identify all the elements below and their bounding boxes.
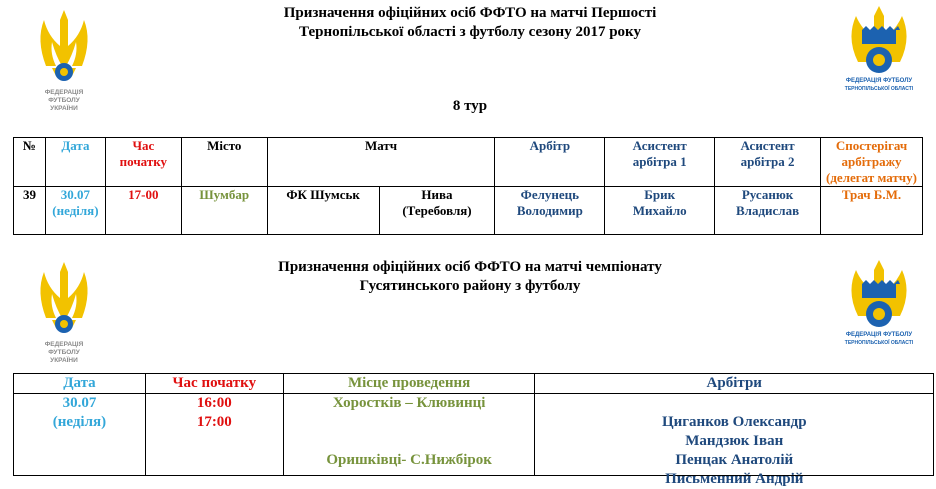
section2-title-line2: Гусятинського району з футболу — [359, 278, 581, 294]
section1-title-line2: Тернопільської області з футболу сезону 2017 року — [299, 24, 641, 40]
header-assistant1 — [605, 138, 715, 187]
ffto-logo-2-text-2: ТЕРНОПІЛЬСЬКОЇ ОБЛАСТІ — [844, 340, 914, 346]
ffu-logo-text-1: ФЕДЕРАЦІЯ — [44, 89, 84, 96]
assignments-table-1 — [13, 137, 923, 235]
header-observer — [821, 138, 923, 187]
header-assistant1-line2: арбітра 1 — [632, 154, 687, 169]
section2-title-line1: Призначення офіційних осіб ФФТО на матчі чемпіонату — [278, 259, 662, 275]
row-referee-line2: Володимир — [516, 203, 583, 218]
row2-venue1: Хоростків – Клювинці — [332, 395, 486, 411]
header-observer-line1: Спостерігач — [835, 138, 908, 153]
section1-title — [150, 4, 790, 42]
ffto-logo-2-text-1: ФЕДЕРАЦІЯ ФУТБОЛУ — [845, 332, 913, 338]
row-assistant2-line1: Русанюк — [741, 187, 794, 202]
table-row — [14, 394, 934, 476]
row2-referee1: Циганков Олександр — [661, 414, 807, 430]
ffu-logo-2-text-2: ФУТБОЛУ — [48, 349, 80, 356]
row2-venue2: Оришківці- С.Нижбірок — [326, 452, 492, 468]
row-away-team — [379, 187, 495, 235]
header-num: № — [14, 138, 46, 187]
row-time: 17-00 — [105, 187, 181, 235]
row-assistant1-line1: Брик — [644, 187, 676, 202]
ffu-logo — [32, 6, 96, 118]
section2-title — [150, 258, 790, 296]
header-time-line2: початку — [119, 154, 168, 169]
table-2-header-row — [14, 374, 934, 394]
ffu-logo-text-3: УКРАЇНИ — [50, 105, 78, 112]
header-assistant2 — [715, 138, 821, 187]
row-assistant1-line2: Михайло — [632, 203, 687, 218]
header-assistant1-line1: Асистент — [632, 138, 687, 153]
row-assistant1 — [605, 187, 715, 235]
header-time-line1: Час — [132, 138, 155, 153]
row-date-line2: (неділя) — [52, 203, 99, 218]
row2-time2: 17:00 — [196, 414, 232, 430]
header2-time: Час початку — [145, 374, 283, 394]
row2-date-line2: (неділя) — [52, 414, 107, 430]
header-referee: Арбітр — [495, 138, 605, 187]
row-assistant2-line2: Владислав — [736, 203, 800, 218]
header-observer-line2: арбітражу — [841, 154, 902, 169]
assignments-table-2 — [13, 373, 934, 487]
row-away-line2: (Теребовля) — [402, 203, 472, 218]
row-referee-line1: Фелунець — [520, 187, 580, 202]
row2-time1: 16:00 — [196, 395, 232, 411]
row-num: 39 — [14, 187, 46, 235]
header-time — [105, 138, 181, 187]
row2-referee3: Пенцак Анатолій — [675, 452, 794, 468]
row-referee — [495, 187, 605, 235]
row-away-line1: Нива — [421, 187, 453, 202]
header-assistant2-line2: арбітра 2 — [740, 154, 795, 169]
row-date-line1: 30.07 — [60, 187, 91, 202]
row2-date-line1: 30.07 — [62, 395, 97, 411]
table-row — [14, 187, 923, 235]
row2-referee2: Мандзюк Іван — [685, 433, 784, 449]
header-date: Дата — [45, 138, 105, 187]
ffto-logo — [838, 4, 920, 94]
ffu-logo-2-text-1: ФЕДЕРАЦІЯ — [44, 341, 84, 348]
header2-referees: Арбітри — [535, 374, 934, 394]
row2-date — [14, 394, 146, 476]
row2-referees — [535, 394, 934, 487]
header-match: Матч — [267, 138, 495, 187]
header2-date: Дата — [14, 374, 146, 394]
row-date — [45, 187, 105, 235]
row-home-team: ФК Шумськ — [267, 187, 379, 235]
row2-venue — [283, 394, 535, 476]
header-assistant2-line1: Асистент — [740, 138, 795, 153]
round-label: 8 тур — [452, 98, 488, 114]
header-observer-line3: (делегат матчу) — [826, 170, 917, 185]
ffu-logo-2-text-3: УКРАЇНИ — [50, 357, 78, 364]
ffu-logo-text-2: ФУТБОЛУ — [48, 97, 80, 104]
row-city: Шумбар — [181, 187, 267, 235]
ffto-logo-text-1: ФЕДЕРАЦІЯ ФУТБОЛУ — [845, 78, 913, 84]
row-observer: Трач Б.М. — [821, 187, 923, 235]
ffto-logo-2 — [838, 258, 920, 348]
row2-referee4: Письменний Андрій — [665, 471, 804, 487]
row2-time — [145, 394, 283, 476]
ffu-logo-2 — [32, 258, 96, 370]
table-1-header-row — [14, 138, 923, 187]
row-assistant2 — [715, 187, 821, 235]
ffto-logo-text-2: ТЕРНОПІЛЬСЬКОЇ ОБЛАСТІ — [844, 86, 914, 92]
header-city: Місто — [181, 138, 267, 187]
header2-venue: Місце проведення — [283, 374, 535, 394]
section1-title-line1: Призначення офіційних осіб ФФТО на матчі Першості — [283, 5, 657, 21]
